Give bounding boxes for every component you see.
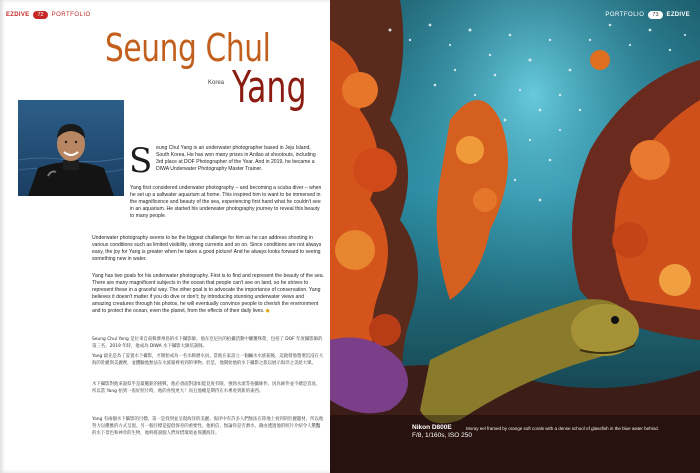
page-number-right: 73 bbox=[648, 11, 662, 19]
camera-model: Nikon D800E bbox=[412, 424, 452, 431]
chinese-paragraph-4: Yang 有兩個水下攝影的目標。第一是找到並呈現海洋的美麗。海洋中有許多人們無法在陸地上看到的壯麗題材，所以他努力以優雅的方式呈現。另一個目標是提倡保育的重要性。他相信，無論你是否潛水，藉由透過他的照片介紹令人驚豔的水下景色和神奇的生物，他終將說服人們珍惜環境並保護海洋。 bbox=[92, 417, 324, 437]
chinese-paragraph-3: 水下攝影對他來說似乎是最艱鉅的挑戰，他必須面對諸如能見度有限、強勁水流等拍攝條件。因為條件並不總是容易，所以當 Yang 拍到一張好照片時，他的喜悅更大！而且他總是期待在水裡看到新的東西。 bbox=[92, 382, 321, 395]
brand-logo-right: EZDIVE bbox=[666, 12, 690, 18]
body-paragraph-4-text: Yang has two goals for his underwater photography. First is to find and represent the beauty of the sea. There are many magnificent subjects in the ocean that people can't see on land, so he strives to represent these in a graceful way. The other goal is to advocate the importance of conservation. Yang believes it doesn't matter if you do dive or don't; by introducing stunning underwater views and amazing creatures through his photos, he will eventually convince people to cherish the environment and to protect the ocean, even the planet, from the effects of their daily lives. bbox=[92, 273, 324, 315]
chinese-paragraph-2: Yang 最先是為了設置水下攝影，才開始成為一名水肺潛水員。當他在家設立一個鹹水水族箱後，這啟發他想要沉浸在大海的壯麗與美麗裡，並體驗他無法在水族箱裡看到的事物。於是，他開始他的水下攝影之旅以展示海洋之美給大眾。 bbox=[92, 354, 324, 367]
camera-settings: F/8, 1/160s, ISO 250 bbox=[412, 432, 472, 439]
body-paragraph-2: Yang first considered underwater photography – and becoming a scuba diver – when he set up a saltwater aquarium at home. This inspired him to want to be immersed in the magnificence and beauty of the sea, experiencing first hand what he couldn't see in an aquarium. He started his underwater photography journey to reveal this beauty to many people. bbox=[130, 185, 322, 220]
photographer-portrait bbox=[18, 100, 124, 196]
header-left bbox=[6, 9, 91, 21]
photo-caption: Moray eel framed by orange soft corals with a dense school of glassfish in the blue water behind. bbox=[466, 426, 659, 431]
page-number-left: 72 bbox=[33, 11, 47, 19]
section-label-right: PORTFOLIO bbox=[605, 12, 645, 18]
right-page-photo bbox=[330, 0, 700, 473]
chinese-paragraph-1: Seung Chul Yang 是位來自南韓濟州島的水下攝影師。他在亞尼拉的拍攝活動中屢獲殊榮，包括了 DOF 年度攝影師的第三名。2019 年時，他成為 DIWA 水下攝影大師培訓師。 bbox=[92, 337, 323, 350]
left-page bbox=[0, 0, 347, 473]
country-label: Korea bbox=[208, 80, 225, 86]
title-first-name: Seung Chul bbox=[105, 26, 271, 70]
brand-logo: EZDIVE bbox=[6, 12, 30, 18]
body-paragraph-4 bbox=[92, 273, 324, 316]
section-label-left: PORTFOLIO bbox=[51, 12, 91, 18]
end-mark: ◆ bbox=[265, 308, 270, 315]
intro-paragraph: eung Chul Yang is an underwater photographer based in Jeju Island, South Korea. He has won many prizes in Anilao at shootouts, including 3rd place at DOF Photographer of the Year. And in 2019, he became a DIWA Underwater Photography Master Trainer. bbox=[156, 145, 316, 173]
body-paragraph-3: Underwater photography seems to be the biggest challenge for him as he can address shooting in various conditions such as limited visibility, strong currents and so on. Since conditions are not always easy, the joy for Yang is greater when he takes a good picture! And he always looks forward to seeing something new in water. bbox=[92, 235, 322, 263]
camera-info bbox=[412, 424, 472, 440]
title-last-name: Yang bbox=[232, 62, 307, 113]
header-right bbox=[605, 9, 690, 21]
reef-photo bbox=[330, 0, 700, 473]
drop-cap: S bbox=[129, 141, 153, 181]
